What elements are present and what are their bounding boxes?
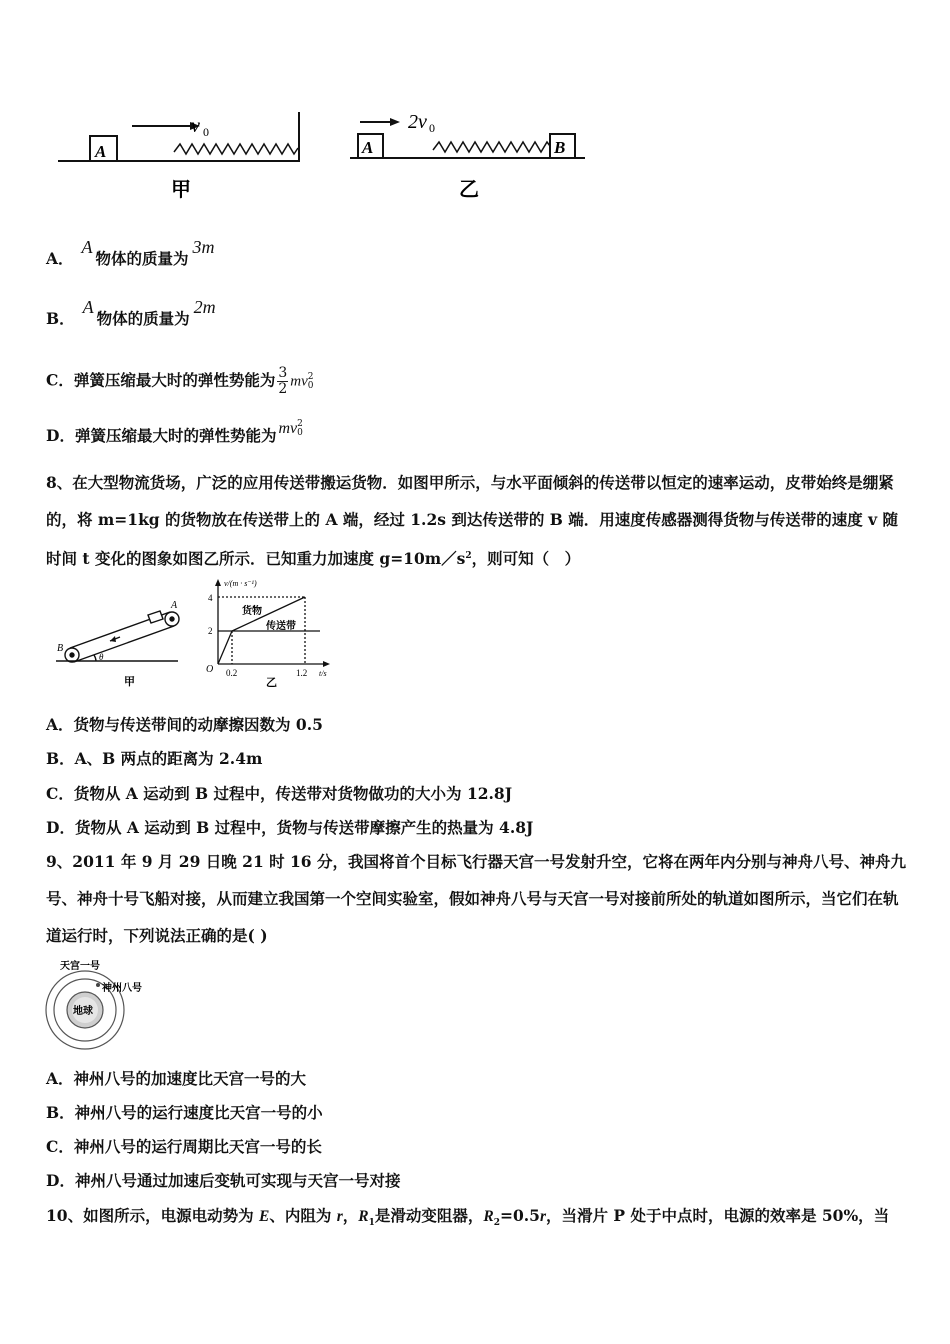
q8-option-b[interactable]: B．A、B 两点的距离为 2.4m xyxy=(46,749,263,768)
figure-spring-collision xyxy=(50,108,610,208)
q8-stem: 8、在大型物流货场，广泛的应用传送带搬运货物．如图甲所示，与水平面倾斜的传送带以恒定的速率运动，皮带始终是绷紧的，将 m=1kg 的货物放在传送带上的 A 端，经过 1.2s 到达传送带的 B 端．用速度传感器测得货物与传送带的速度 v 随时间 t 变化的图象如图乙所示．已知重力加速度 $g=10m/s^2$，则可知（ ） xyxy=(46,473,899,569)
block-a2-label: A xyxy=(362,138,374,157)
q9-option-d[interactable]: D．神州八号通过加速后变轨可实现与天宫一号对接 xyxy=(46,1171,401,1190)
q7-option-d[interactable]: D．弹簧压缩最大时的弹性势能为 mv 2 0 xyxy=(46,419,303,445)
point-b-label: B xyxy=(57,643,64,654)
vt-xlabel: t/s xyxy=(319,669,327,678)
fraction: $\frac{3}{2}$ xyxy=(278,365,288,397)
q8-figure-vt-graph xyxy=(200,576,340,688)
q8-caption-yi: 乙 xyxy=(266,677,277,688)
vt-xtick-12: 1.2 xyxy=(296,668,308,678)
q7-option-a[interactable]: A．A物体的质量为3m xyxy=(46,237,215,268)
q10-stem: 10、如图所示，电源电动势为 E、内阻为 r，$R_1$是滑动变阻器，$R_2=0.5r$，当滑片 P 处于中点时，电源的效率是 50%，当 xyxy=(46,1206,890,1229)
label-tiangong: 天宫一号 xyxy=(60,961,100,972)
figure-yi xyxy=(350,118,585,158)
angle-label: θ xyxy=(99,652,104,662)
q8-option-d[interactable]: D．货物从 A 运动到 B 过程中，货物与传送带摩擦产生的热量为 4.8J xyxy=(46,818,534,837)
label-shenzhou: 神州八号 xyxy=(102,983,142,994)
velocity-label-left: v xyxy=(191,115,200,137)
vt-ylabel: v/(m · s⁻¹) xyxy=(224,579,257,588)
point-a-label: A xyxy=(171,600,178,611)
block-b-label: B xyxy=(554,138,566,157)
q9-option-a[interactable]: A．神州八号的加速度比天宫一号的大 xyxy=(46,1069,307,1088)
q8-figure-conveyor xyxy=(52,595,192,690)
vt-ytick-4: 4 xyxy=(208,593,213,603)
caption-yi: 乙 xyxy=(459,179,479,201)
q8-option-a[interactable]: A．货物与传送带间的动摩擦因数为 0.5 xyxy=(46,715,323,734)
velocity-sub-right: 0 xyxy=(429,121,435,135)
vt-xtick-02: 0.2 xyxy=(226,668,238,678)
label-earth: 地球 xyxy=(73,1006,93,1017)
q9-stem: 9、2011 年 9 月 29 日晚 21 时 16 分，我国将首个目标飞行器天宫一号发射升空，它将在两年内分别与神舟八号、神舟九号、神舟十号飞船对接，从而建立我国第一个空间实验室，假如神舟八号与天宫一号对接前所处的轨道如图所示，当它们在轨道运行时，下列说法正确的是( ) xyxy=(46,852,906,945)
q9-figure-orbits xyxy=(40,955,180,1055)
block-a-label: A xyxy=(95,142,107,161)
caption-jia: 甲 xyxy=(171,179,191,201)
q9-option-c[interactable]: C．神州八号的运行周期比天宫一号的长 xyxy=(46,1137,322,1156)
vt-label-belt: 传送带 xyxy=(266,621,296,632)
q7-option-c[interactable]: C．弹簧压缩最大时的弹性势能为 $\frac{3}{2}$ mv 2 0 xyxy=(46,365,314,397)
q7-option-b[interactable]: B．A物体的质量为2m xyxy=(46,297,216,328)
vt-ytick-2: 2 xyxy=(208,626,213,636)
q8-caption-jia: 甲 xyxy=(124,676,135,688)
velocity-sub-left: 0 xyxy=(203,125,209,139)
q8-option-c[interactable]: C．货物从 A 运动到 B 过程中，传送带对货物做功的大小为 12.8J xyxy=(46,784,513,803)
vt-label-goods: 货物 xyxy=(242,606,262,617)
vt-origin: O xyxy=(206,664,214,675)
velocity-label-right: 2v xyxy=(408,111,427,133)
q9-option-b[interactable]: B．神州八号的运行速度比天宫一号的小 xyxy=(46,1103,323,1122)
